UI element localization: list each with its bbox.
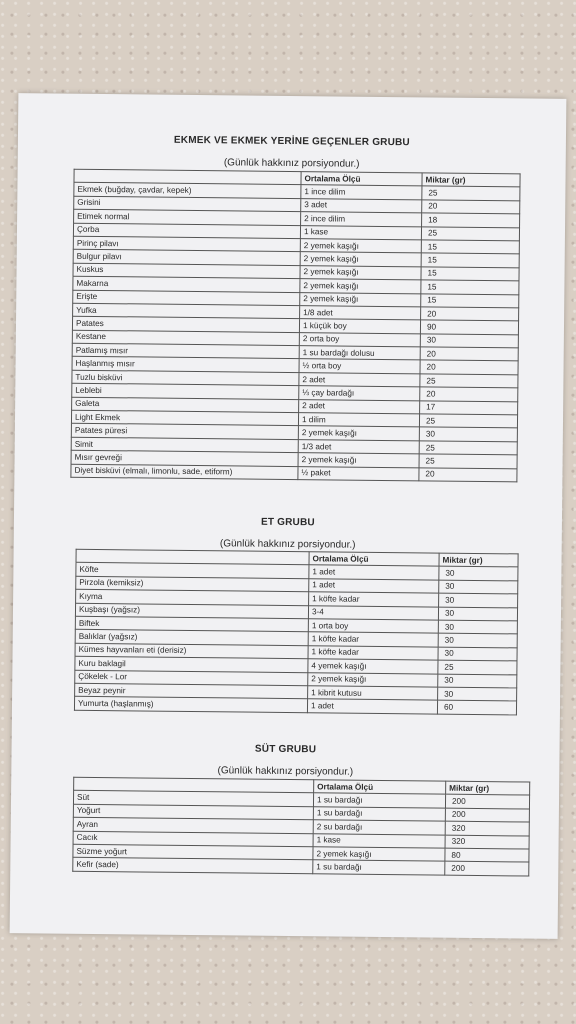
food-name-cell: Leblebi xyxy=(72,383,299,399)
measure-cell: 1 kibrit kutusu xyxy=(308,686,438,701)
amount-cell: 15 xyxy=(421,267,519,281)
column-header: Ortalama Ölçü xyxy=(301,172,422,187)
et-group-subtitle: (Günlük hakkınız porsiyondur.) xyxy=(219,538,356,551)
amount-cell: 80 xyxy=(445,848,529,862)
amount-cell: 200 xyxy=(445,795,529,809)
measure-cell: ⅓ çay bardağı xyxy=(299,386,420,401)
amount-cell: 90 xyxy=(420,320,518,334)
amount-cell: 25 xyxy=(438,660,517,674)
measure-cell: 2 adet xyxy=(299,372,420,387)
sut-group-title: SÜT GRUBU xyxy=(254,743,317,756)
measure-cell: 1 köfte kadar xyxy=(309,592,439,607)
amount-cell: 15 xyxy=(421,240,519,254)
amount-cell: 20 xyxy=(420,387,518,401)
measure-cell: 1 köfte kadar xyxy=(308,645,438,660)
food-name-cell: Etimek normal xyxy=(74,209,301,225)
measure-cell: 2 yemek kaşığı xyxy=(300,239,421,254)
measure-cell: 1 küçük boy xyxy=(299,319,420,334)
measure-cell: 1 orta boy xyxy=(308,619,438,634)
food-name-cell: Beyaz peynir xyxy=(75,683,308,699)
et-group-title: ET GRUBU xyxy=(260,516,315,529)
amount-cell: 30 xyxy=(438,607,517,621)
amount-cell: 17 xyxy=(420,401,518,415)
food-name-cell: Haşlanmış mısır xyxy=(72,357,299,373)
food-name-cell: Ekmek (buğday, çavdar, kepek) xyxy=(74,183,301,199)
amount-cell: 25 xyxy=(419,414,517,428)
measure-cell: 2 yemek kaşığı xyxy=(298,453,419,468)
sut-group-subtitle: (Günlük hakkınız porsiyondur.) xyxy=(217,765,354,778)
measure-cell: 1 su bardağı xyxy=(313,807,445,822)
column-header: Ortalama Ölçü xyxy=(309,552,439,567)
measure-cell: 2 yemek kaşığı xyxy=(308,672,438,687)
food-name-cell: Kuskus xyxy=(73,263,300,279)
measure-cell: 1 kase xyxy=(300,225,421,240)
food-name-cell: Erişte xyxy=(73,290,300,306)
amount-cell: 15 xyxy=(421,293,519,307)
amount-cell: 30 xyxy=(439,593,518,607)
measure-cell: 1 adet xyxy=(309,565,439,580)
measure-cell: 2 yemek kaşığı xyxy=(300,292,421,307)
food-name-cell: Yufka xyxy=(73,303,300,319)
food-name-cell: Galeta xyxy=(72,397,299,413)
measure-cell: 1 adet xyxy=(307,699,437,714)
food-name-cell: Kefir (sade) xyxy=(73,858,313,874)
measure-cell: 4 yemek kaşığı xyxy=(308,659,438,674)
amount-cell: 200 xyxy=(445,862,529,876)
column-header: Ortalama Ölçü xyxy=(314,780,446,795)
column-header: Miktar (gr) xyxy=(439,553,518,567)
food-name-cell: Süt xyxy=(73,791,313,807)
amount-cell: 30 xyxy=(438,647,517,661)
measure-cell: 2 ince dilim xyxy=(301,212,422,227)
measure-cell: 1 su bardağı xyxy=(313,860,445,875)
food-name-cell: Kuru baklagil xyxy=(75,656,308,672)
measure-cell: ½ paket xyxy=(298,466,419,481)
amount-cell: 60 xyxy=(437,700,516,714)
food-name-cell: Patates xyxy=(72,317,299,333)
measure-cell: 1/3 adet xyxy=(298,439,419,454)
measure-cell: 1 köfte kadar xyxy=(308,632,438,647)
food-name-cell: Kıyma xyxy=(76,589,309,605)
amount-cell: 320 xyxy=(445,821,529,835)
ekmek-group-subtitle: (Günlük hakkınız porsiyondur.) xyxy=(223,157,360,170)
measure-cell: 1/8 adet xyxy=(300,306,421,321)
amount-cell: 30 xyxy=(420,334,518,348)
food-name-cell: Pirinç pilavı xyxy=(73,236,300,252)
measure-cell: 2 yemek kaşığı xyxy=(298,426,419,441)
amount-cell: 25 xyxy=(421,226,519,240)
food-name-cell: Pirzola (kemiksiz) xyxy=(76,576,309,592)
food-name-cell: Bulgur pilavı xyxy=(73,250,300,266)
food-name-cell: Patates püresi xyxy=(71,424,298,440)
amount-cell: 25 xyxy=(419,441,517,455)
food-name-cell: Çorba xyxy=(73,223,300,239)
measure-cell: 2 su bardağı xyxy=(313,820,445,835)
measure-cell: 2 adet xyxy=(299,399,420,414)
measure-cell: 1 su bardağı dolusu xyxy=(299,346,420,361)
food-name-cell: Balıklar (yağsız) xyxy=(75,630,308,646)
food-name-cell: Light Ekmek xyxy=(71,410,298,426)
food-name-cell: Biftek xyxy=(75,616,308,632)
amount-cell: 30 xyxy=(438,633,517,647)
amount-cell: 18 xyxy=(422,213,520,227)
measure-cell: 2 orta boy xyxy=(299,332,420,347)
measure-cell: 2 yemek kaşığı xyxy=(300,252,421,267)
amount-cell: 200 xyxy=(445,808,529,822)
ekmek-table xyxy=(70,169,520,483)
food-name-cell: Süzme yoğurt xyxy=(73,844,313,860)
food-name-cell: Cacık xyxy=(73,831,313,847)
et-table xyxy=(74,549,519,715)
measure-cell: 1 su bardağı xyxy=(313,793,445,808)
amount-cell: 15 xyxy=(421,253,519,267)
amount-cell: 30 xyxy=(439,580,518,594)
food-name-cell: Patlamış mısır xyxy=(72,343,299,359)
food-name-cell: Yoğurt xyxy=(73,804,313,820)
food-name-cell: Çökelek - Lor xyxy=(75,670,308,686)
amount-cell: 30 xyxy=(439,566,518,580)
amount-cell: 30 xyxy=(438,620,517,634)
amount-cell: 30 xyxy=(438,674,517,688)
measure-cell: 3 adet xyxy=(301,198,422,213)
amount-cell: 25 xyxy=(422,186,520,200)
food-name-cell: Kestane xyxy=(72,330,299,346)
measure-cell: 1 adet xyxy=(309,579,439,594)
food-name-cell: Makarna xyxy=(73,276,300,292)
food-name-cell: Kümes hayvanları eti (derisiz) xyxy=(75,643,308,659)
amount-cell: 25 xyxy=(419,454,517,468)
amount-cell: 20 xyxy=(421,307,519,321)
food-name-cell: Simit xyxy=(71,437,298,453)
amount-cell: 20 xyxy=(422,200,520,214)
food-name-cell: Köfte xyxy=(76,563,309,579)
food-name-cell: Mısır gevreği xyxy=(71,450,298,466)
measure-cell: 1 kase xyxy=(313,833,445,848)
measure-cell: 1 ince dilim xyxy=(301,185,422,200)
food-name-cell: Yumurta (haşlanmış) xyxy=(74,697,307,713)
amount-cell: 320 xyxy=(445,835,529,849)
column-header: Miktar (gr) xyxy=(422,173,520,187)
amount-cell: 20 xyxy=(420,347,518,361)
paper-sheet xyxy=(10,93,567,939)
amount-cell: 25 xyxy=(420,374,518,388)
measure-cell: 2 yemek kaşığı xyxy=(313,847,445,862)
food-name-cell: Kuşbaşı (yağsız) xyxy=(75,603,308,619)
measure-cell: 3-4 xyxy=(308,605,438,620)
amount-cell: 20 xyxy=(420,360,518,374)
amount-cell: 30 xyxy=(438,687,517,701)
measure-cell: ½ orta boy xyxy=(299,359,420,374)
sut-table xyxy=(72,777,530,877)
amount-cell: 30 xyxy=(419,427,517,441)
food-name-cell: Tuzlu bisküvi xyxy=(72,370,299,386)
measure-cell: 2 yemek kaşığı xyxy=(300,265,421,280)
food-name-cell: Ayran xyxy=(73,817,313,833)
amount-cell: 15 xyxy=(421,280,519,294)
food-name-cell: Grisini xyxy=(74,196,301,212)
food-name-cell: Diyet bisküvi (elmalı, limonlu, sade, etiform) xyxy=(71,464,298,480)
column-header: Miktar (gr) xyxy=(446,781,530,795)
ekmek-group-title: EKMEK VE EKMEK YERİNE GEÇENLER GRUBU xyxy=(173,134,410,149)
amount-cell: 20 xyxy=(419,467,517,481)
measure-cell: 1 dilim xyxy=(298,413,419,428)
measure-cell: 2 yemek kaşığı xyxy=(300,279,421,294)
